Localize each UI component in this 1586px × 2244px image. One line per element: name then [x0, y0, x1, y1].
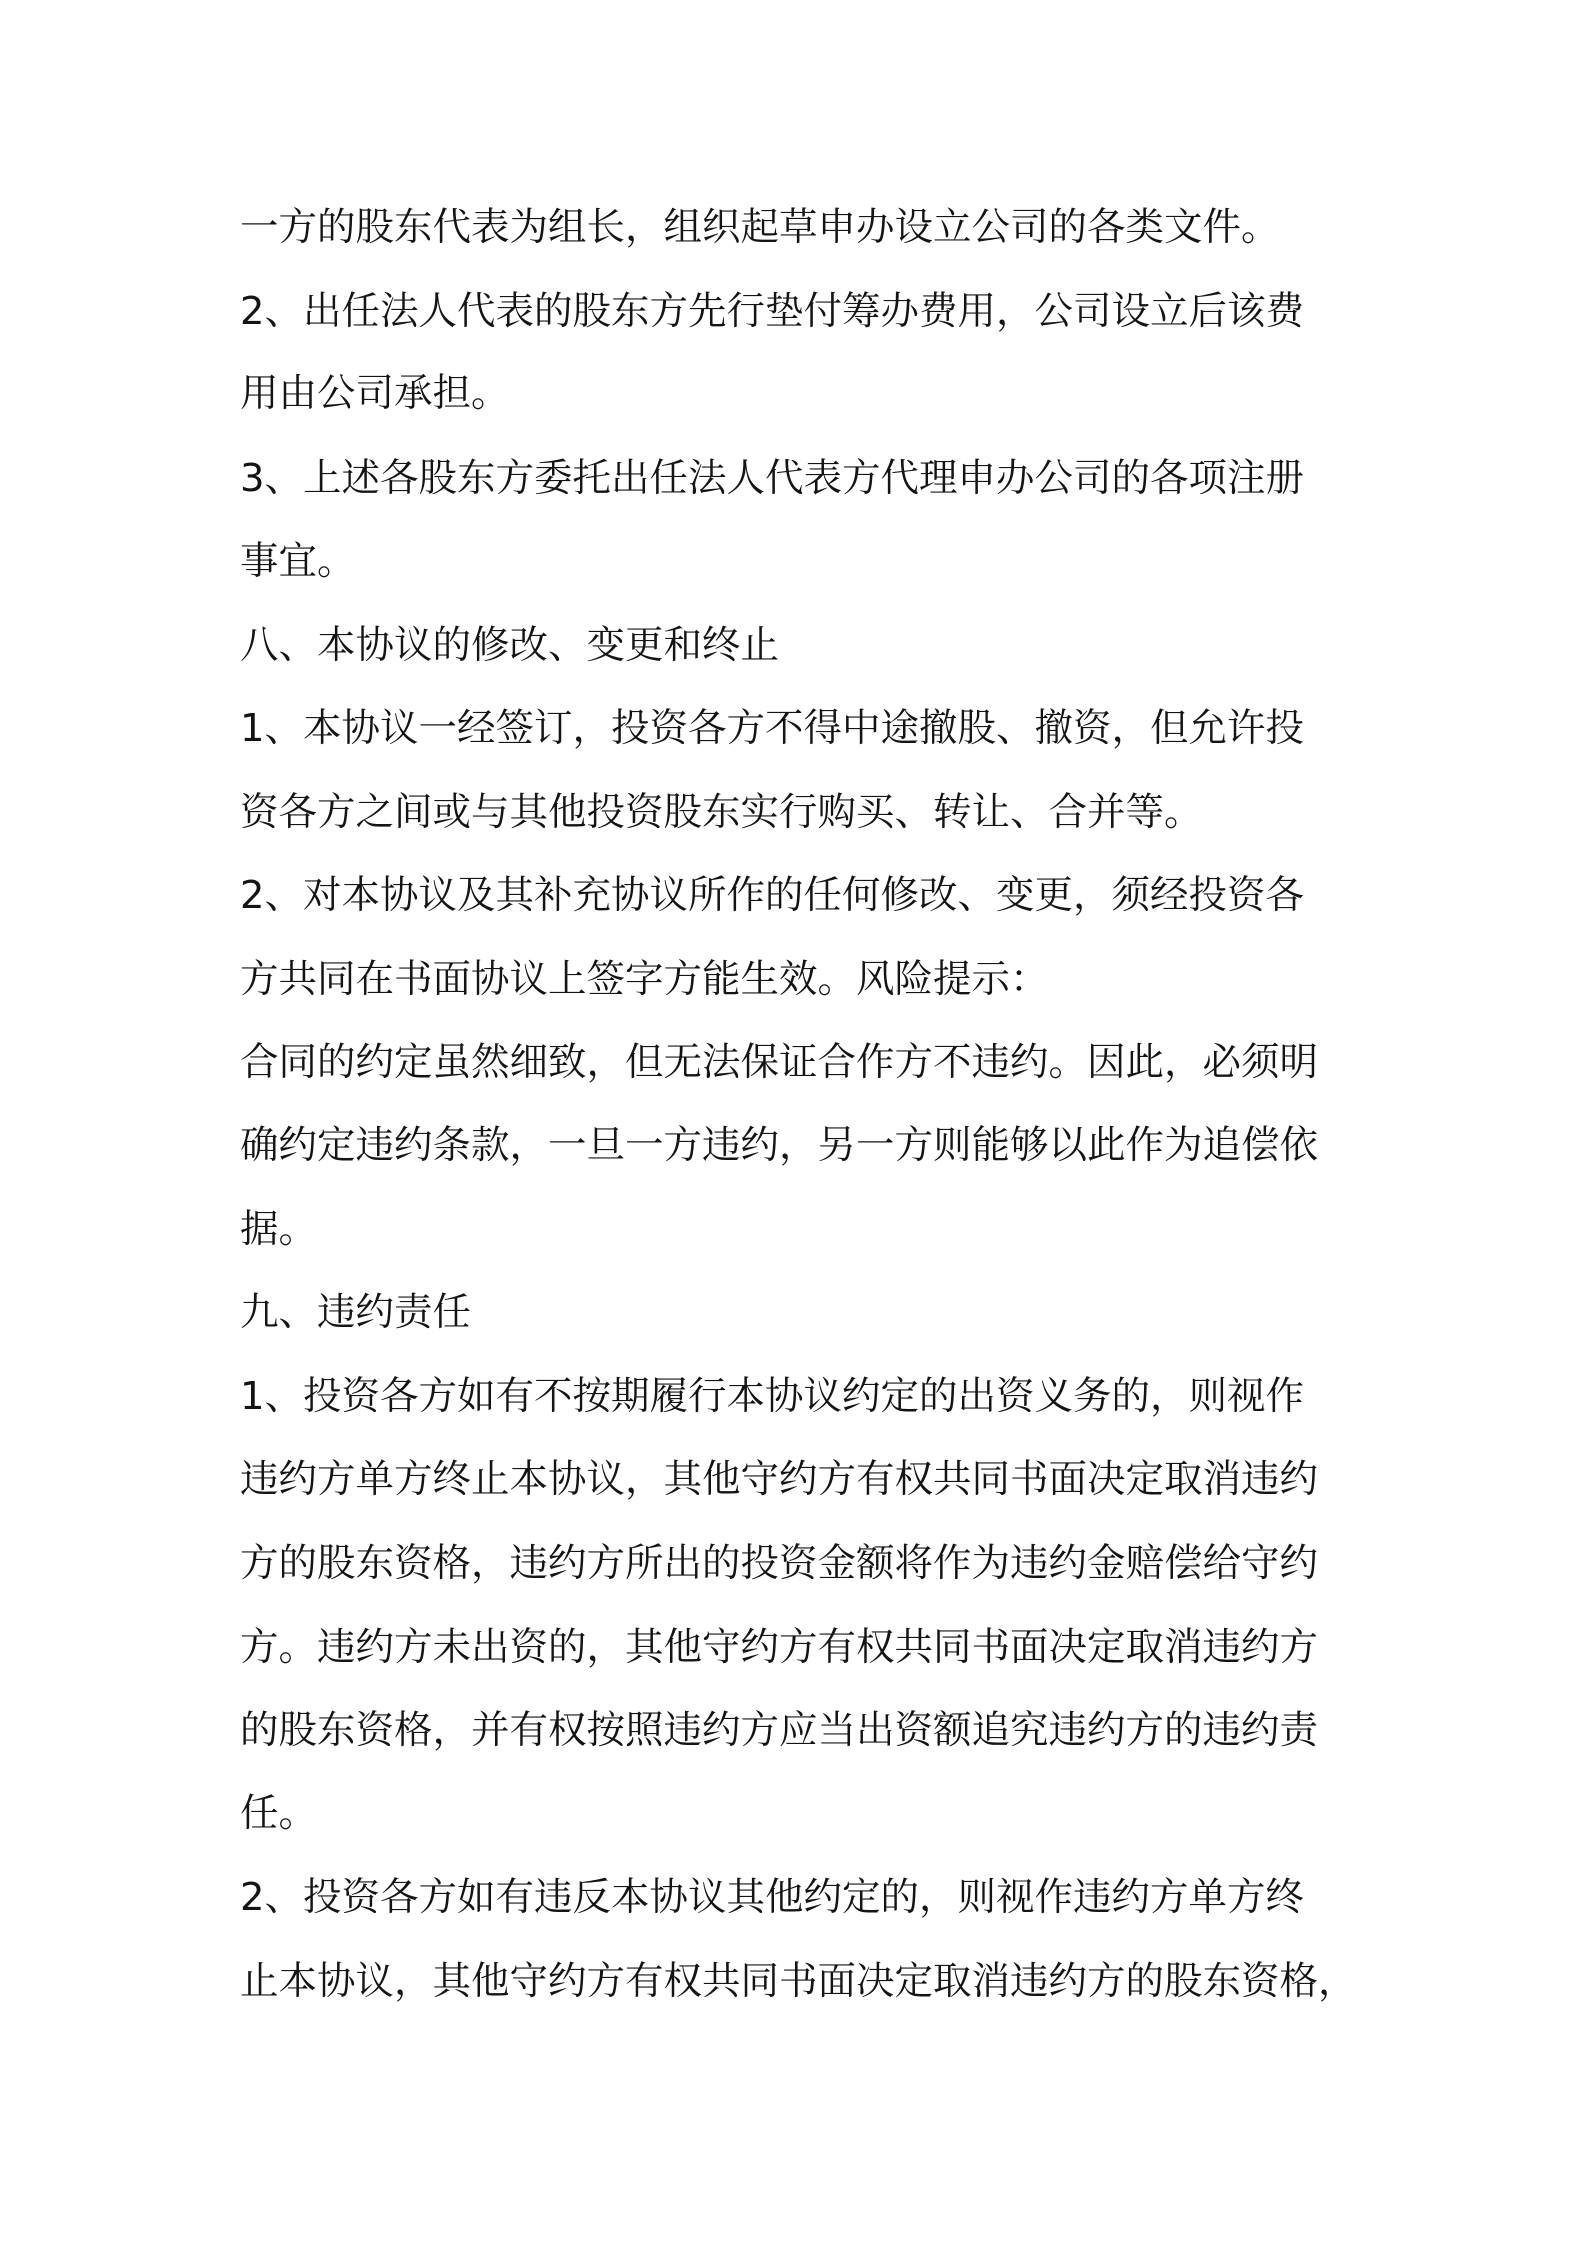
text-line: 违约方单方终止本协议，其他守约方有权共同书面决定取消违约 — [240, 1457, 1319, 1502]
text-line: 一方的股东代表为组长，组织起草申办设立公司的各类文件。 — [240, 205, 1280, 250]
text-line: 2、投资各方如有违反本协议其他约定的，则视作违约方单方终 — [240, 1875, 1304, 1920]
text-line: 1、投资各方如有不按期履行本协议约定的出资义务的，则视作 — [240, 1374, 1304, 1419]
text-line: 方。违约方未出资的，其他守约方有权共同书面决定取消违约方 — [240, 1625, 1319, 1670]
text-line: 2、对本协议及其补充协议所作的任何修改、变更，须经投资各 — [240, 873, 1304, 918]
text-line: 的股东资格，并有权按照违约方应当出资额追究违约方的违约责 — [240, 1708, 1319, 1753]
text-line: 用由公司承担。 — [240, 371, 510, 416]
text-line: 方的股东资格，违约方所出的投资金额将作为违约金赔偿给守约 — [240, 1541, 1319, 1586]
text-line: 事宜。 — [240, 539, 356, 584]
section-heading: 九、违约责任 — [240, 1290, 472, 1335]
text-line: 确约定违约条款，一旦一方违约，另一方则能够以此作为追偿依 — [240, 1123, 1319, 1168]
text-line: 2、出任法人代表的股东方先行垫付筹办费用，公司设立后该费 — [240, 289, 1304, 334]
text-line: 合同的约定虽然细致，但无法保证合作方不违约。因此，必须明 — [240, 1040, 1319, 1085]
text-line: 任。 — [240, 1791, 318, 1836]
text-line: 方共同在书面协议上签字方能生效。风险提示： — [240, 957, 1049, 1002]
text-line: 1、本协议一经签订，投资各方不得中途撤股、撤资，但允许投 — [240, 706, 1304, 751]
text-line: 据。 — [240, 1207, 318, 1252]
text-line: 3、上述各股东方委托出任法人代表方代理申办公司的各项注册 — [240, 456, 1304, 501]
text-line: 止本协议，其他守约方有权共同书面决定取消违约方的股东资格， — [240, 1959, 1357, 2004]
section-heading: 八、本协议的修改、变更和终止 — [240, 623, 780, 668]
text-line: 资各方之间或与其他投资股东实行购买、转让、合并等。 — [240, 790, 1203, 835]
